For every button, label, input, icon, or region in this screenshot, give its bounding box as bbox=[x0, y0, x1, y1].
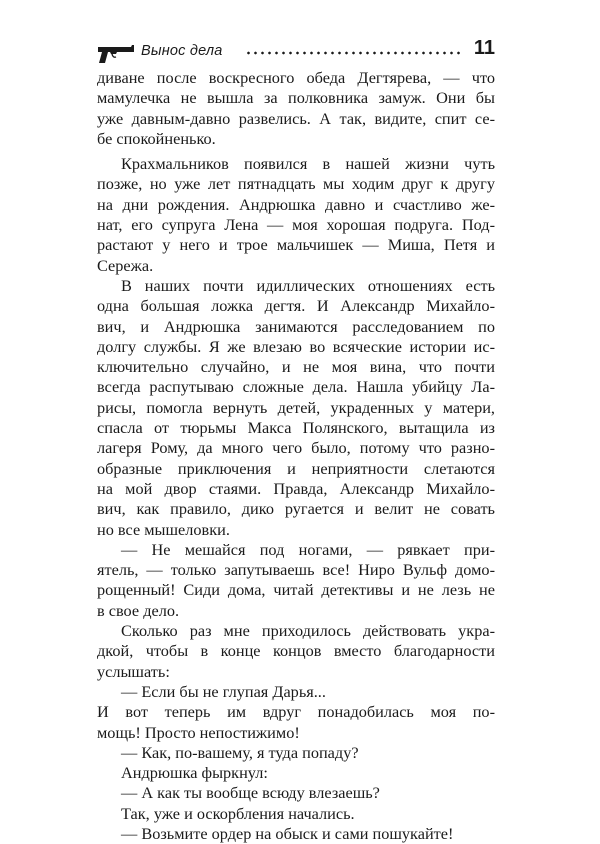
text-line: но все мышеловки. bbox=[97, 519, 230, 539]
text-line: ятель, — только запутываешь все! Ниро Вульф домо- bbox=[97, 560, 495, 580]
text-line: дкой, чтобы в конце концов вместо благодарности bbox=[97, 641, 495, 661]
body-text bbox=[97, 68, 495, 844]
text-line: на мой двор стаями. Правда, Александр Михайло- bbox=[97, 478, 495, 498]
text-line: — Если бы не глупая Дарья... bbox=[121, 681, 326, 701]
text-line: бе спокойненько. bbox=[97, 128, 216, 148]
text-line: уже давным-давно развелись. А так, видите, спит се- bbox=[97, 108, 495, 128]
text-line: одна большая ложка дегтя. И Александр Михайло- bbox=[97, 296, 495, 316]
text-line: И вот теперь им вдруг понадобилась моя по- bbox=[97, 702, 495, 722]
text-line: нат, его супруга Лена — моя хорошая подруга. Под- bbox=[97, 215, 495, 235]
text-line: мощь! Просто непостижимо! bbox=[97, 722, 300, 742]
text-line: В наших почти идиллических отношениях есть bbox=[121, 275, 495, 295]
text-line: Крахмальников появился в нашей жизни чуть bbox=[121, 154, 495, 174]
text-line: — А как ты вообще всюду влезаешь? bbox=[121, 783, 380, 803]
text-line: вич, как правило, дико ругается и велит не совать bbox=[97, 499, 495, 519]
header-dot-leader bbox=[245, 51, 461, 55]
text-line: — Как, по-вашему, я туда попаду? bbox=[121, 742, 359, 762]
text-line: в свое дело. bbox=[97, 600, 180, 620]
text-line: рощенный! Сиди дома, читай детективы и не лезь не bbox=[97, 580, 495, 600]
text-line: вич, и Андрюшка занимаются расследованием по bbox=[97, 316, 495, 336]
page-number: 11 bbox=[473, 37, 495, 59]
text-line: долгу службы. Я же влезаю во всяческие истории ис- bbox=[97, 336, 495, 356]
text-line: позже, но уже лет пятнадцать мы ходим друг к другу bbox=[97, 174, 495, 194]
text-line: — Возьмите ордер на обыск и сами пошукайте! bbox=[121, 823, 454, 843]
running-header bbox=[97, 37, 495, 64]
running-title: Вынос дела bbox=[141, 43, 223, 59]
text-line: Сколько раз мне приходилось действовать укра- bbox=[121, 621, 495, 641]
pistol-icon bbox=[97, 44, 135, 64]
text-line: мамулечка не вышла за полковника замуж. Они бы bbox=[97, 88, 495, 108]
text-line: лагеря Рому, да много чего было, потому что разно- bbox=[97, 438, 495, 458]
text-line: растают у него и трое мальчишек — Миша, Петя и bbox=[97, 235, 495, 255]
text-line: Сережа. bbox=[97, 255, 154, 275]
text-line: рисы, помогла вернуть детей, украденных у матери, bbox=[97, 397, 495, 417]
text-line: Андрюшка фыркнул: bbox=[121, 763, 268, 783]
text-line: ключительно случайно, и не моя вина, что почти bbox=[97, 357, 495, 377]
text-line: образные приключения и неприятности слетаются bbox=[97, 458, 495, 478]
text-line: Так, уже и оскорбления начались. bbox=[121, 803, 355, 823]
text-line: — Не мешайся под ногами, — рявкает при- bbox=[121, 539, 495, 559]
text-line: всегда распутываю сложные дела. Нашла убийцу Ла- bbox=[97, 377, 495, 397]
text-line: спасла от тюрьмы Макса Полянского, вытащила из bbox=[97, 418, 495, 438]
text-line: на дни рождения. Андрюшка давно и счастливо же- bbox=[97, 194, 495, 214]
text-line: услышать: bbox=[97, 661, 170, 681]
text-line: диване после воскресного обеда Дегтярева, — что bbox=[97, 68, 495, 87]
